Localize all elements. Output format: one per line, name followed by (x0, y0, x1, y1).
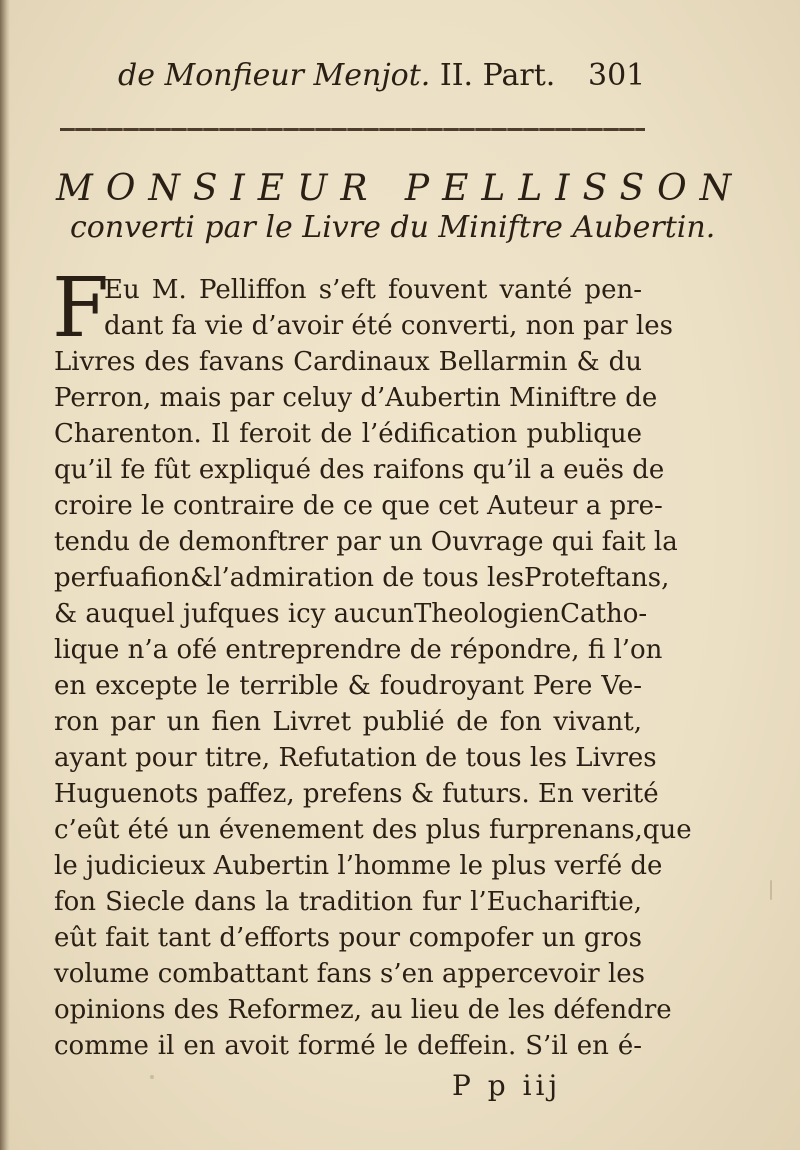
page-gutter-shadow (0, 0, 10, 1150)
paper-mark (770, 880, 772, 900)
body-line: qu’il fe fût expliqué des raifons qu’il a euës de (54, 455, 665, 485)
body-line: le judicieux Aubertin l’homme le plus verfé de (54, 851, 663, 881)
body-line: ron par un fien Livret publié de fon vivant, (54, 707, 642, 737)
body-line: Huguenots paffez, prefens & futurs. En verité (54, 779, 659, 809)
drop-cap: F (52, 261, 109, 356)
body-line: & auquel jufques icy aucunTheologienCatho- (54, 599, 648, 629)
running-header (118, 56, 658, 96)
signature-mark: P p iij (452, 1069, 562, 1102)
running-title: de Monfieur Menjot. (118, 58, 431, 93)
body-line: c’eût été un évenement des plus furprenans,que (54, 815, 692, 845)
part-label: II. Part. (439, 58, 556, 93)
body-line: perfuafion&l’admiration de tous lesProteftans, (54, 563, 670, 593)
page-number: 301 (588, 58, 646, 93)
body-line: Perron, mais par celuy d’Aubertin Miniftre de (54, 383, 658, 413)
body-line: volume combattant fans s’en appercevoir les (54, 959, 646, 989)
body-line: fon Siecle dans la tradition fur l’Euchariftie, (54, 887, 642, 917)
body-line: eût fait tant d’efforts pour compofer un gros (54, 923, 642, 953)
body-line: Livres des favans Cardinaux Bellarmin & du (54, 347, 642, 377)
chapter-subtitle: converti par le Livre du Miniftre Aubertin. (70, 210, 716, 245)
body-line: en excepte le terrible & foudroyant Pere Ve- (54, 671, 642, 701)
body-line: Charenton. Il feroit de l’édification publique (54, 419, 642, 449)
body-line: ayant pour titre, Refutation de tous les Livres (54, 743, 657, 773)
body-line: Eu M. Pelliffon s’eft fouvent vanté pen- (104, 275, 642, 305)
body-line: croire le contraire de ce que cet Auteur a pre- (54, 491, 663, 521)
chapter-title: MONSIEUR PELLISSON (56, 168, 745, 209)
body-line: comme il en avoit formé le deffein. S’il en é- (54, 1031, 642, 1061)
body-line: lique n’a ofé entreprendre de répondre, fi l’on (54, 635, 663, 665)
body-line: dant fa vie d’avoir été converti, non par les (104, 311, 673, 341)
body-line: tendu de demonftrer par un Ouvrage qui fait la (54, 527, 678, 557)
header-rule (60, 128, 645, 131)
ink-speck (150, 1075, 154, 1079)
body-line: opinions des Reformez, au lieu de les défendre (54, 995, 672, 1025)
